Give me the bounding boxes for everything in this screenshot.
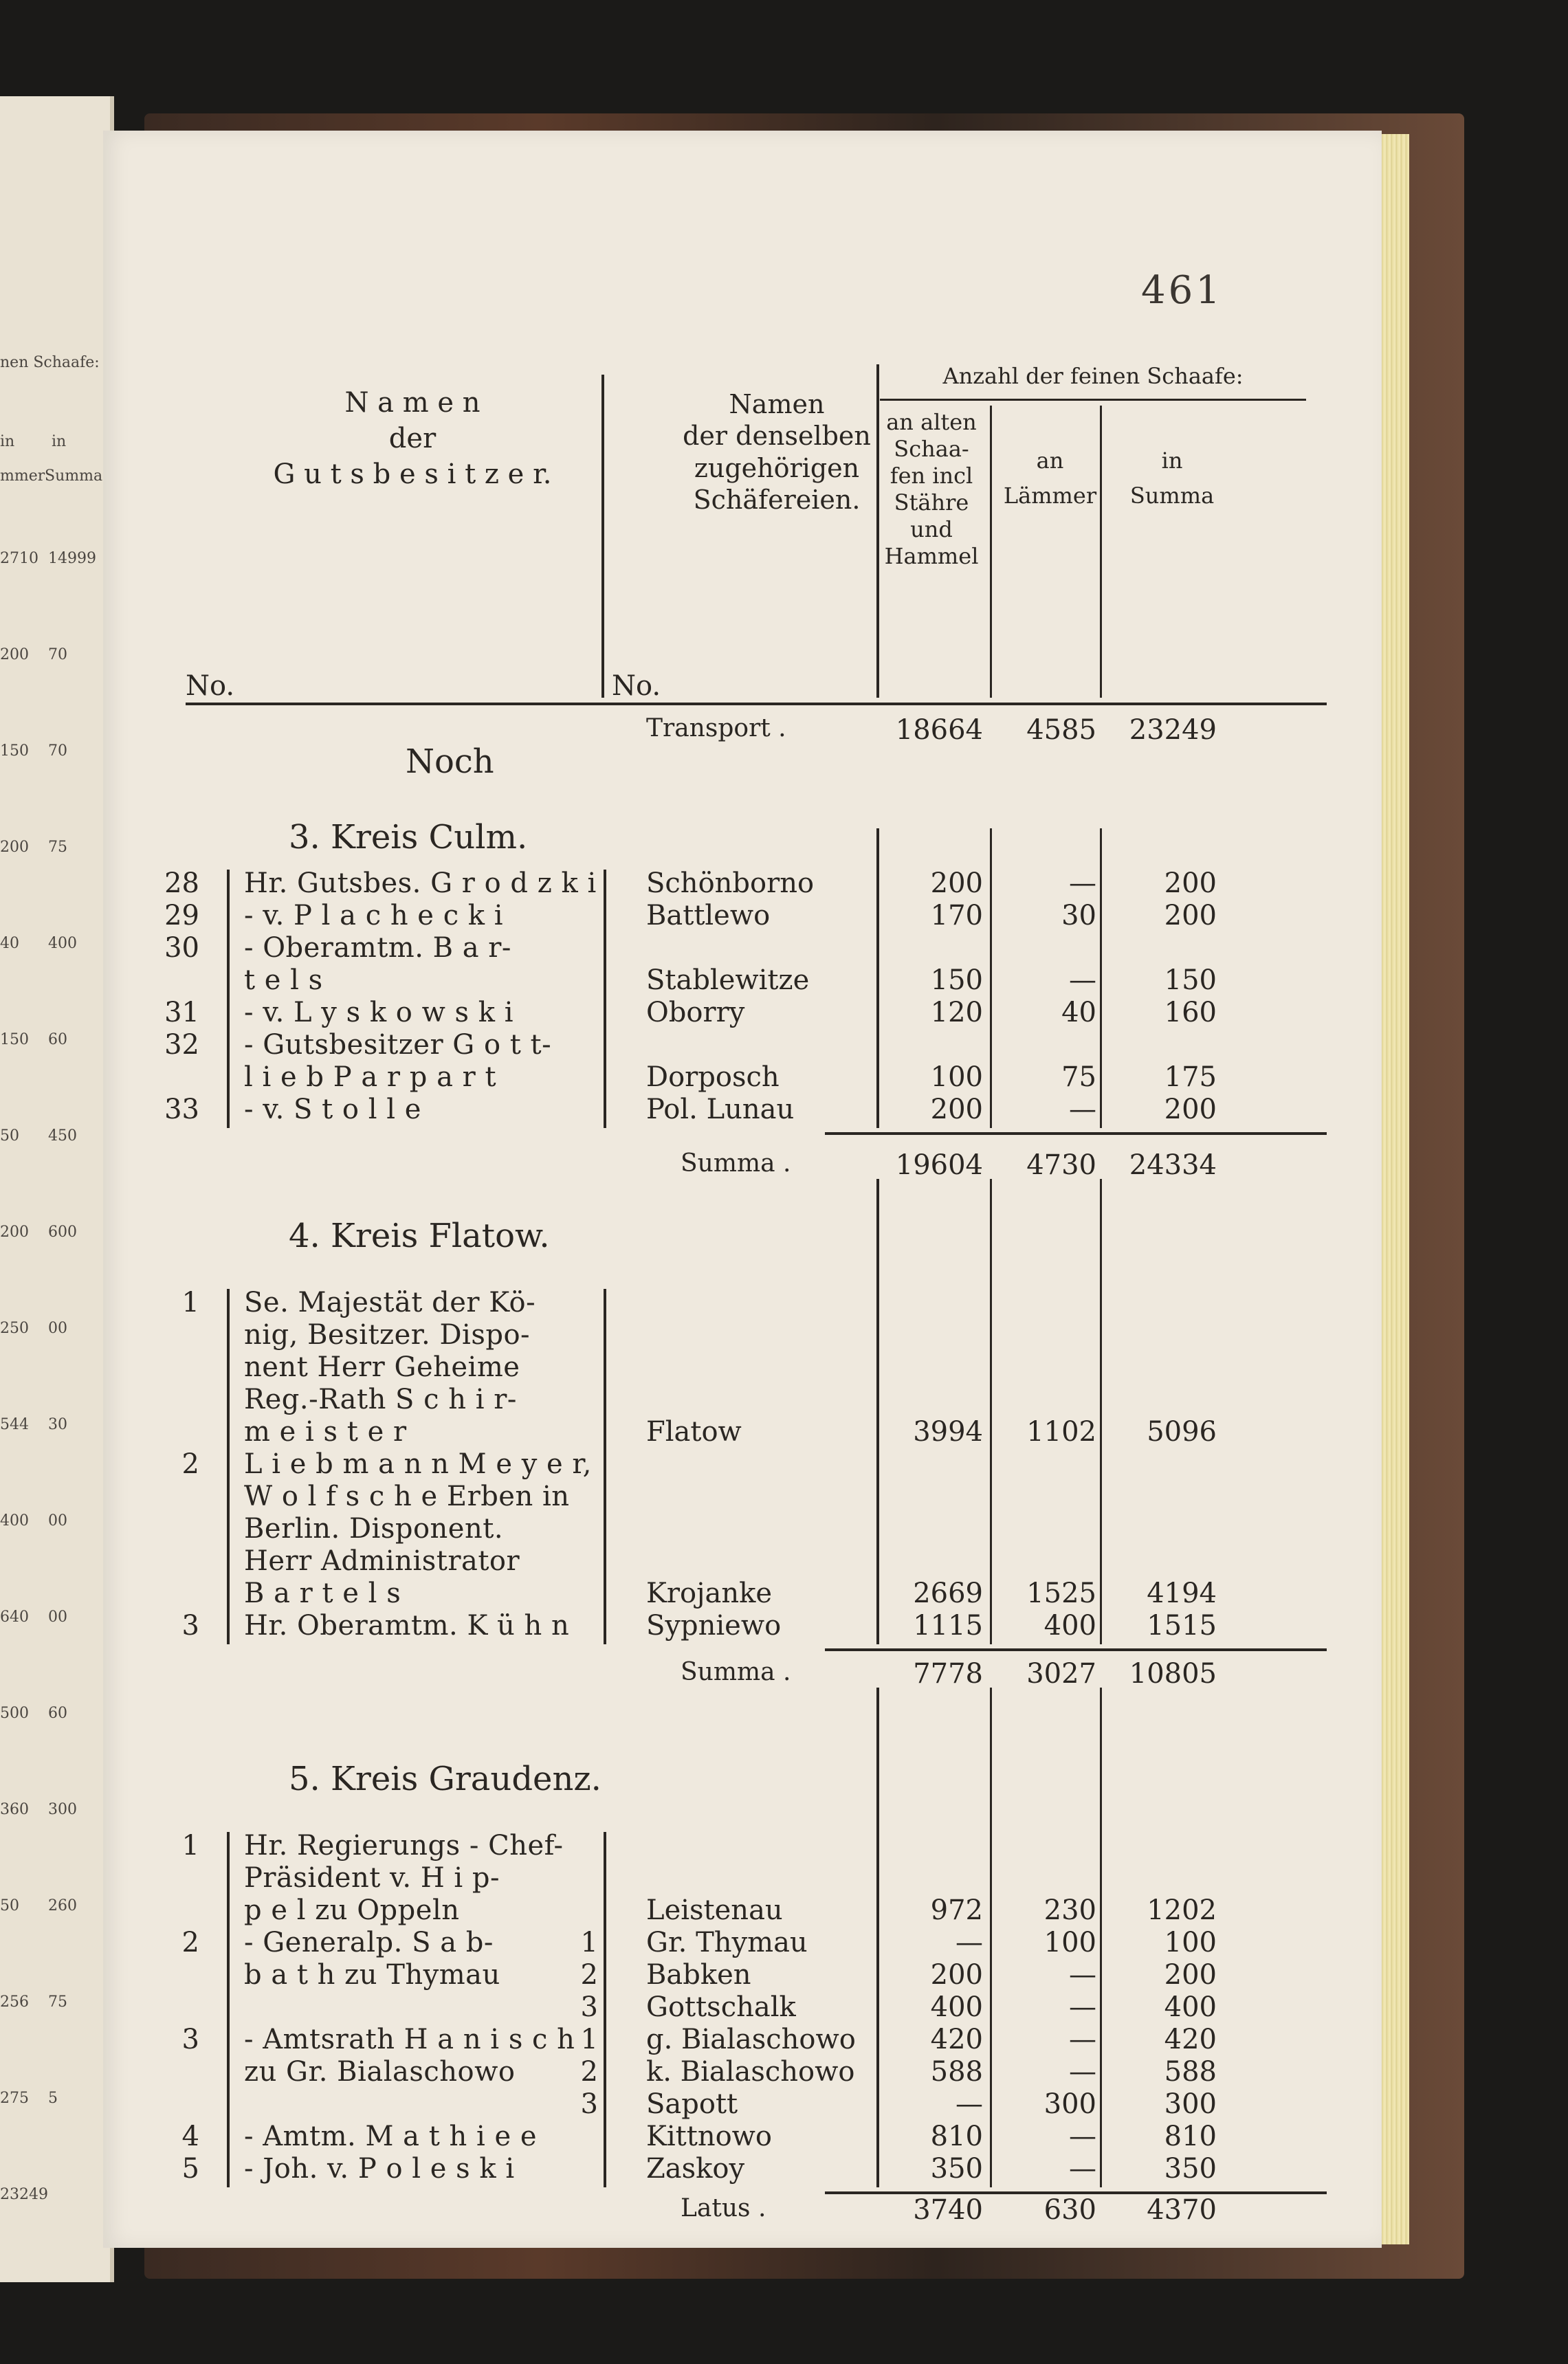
row-number: 31 [164,997,199,1028]
header-no-right: No. [612,670,661,702]
header-col-lambs [993,443,1107,513]
owner-vrule-left [227,870,230,1128]
summa-label: Summa . [681,1149,791,1178]
value-sum: 200 [1164,868,1217,899]
header-owner-col [268,385,557,492]
left-page-value: 75 [48,1993,67,2011]
header-hrule [880,399,1306,401]
left-page-value: 200 [0,839,29,856]
noch-label: Noch [406,742,494,781]
value-lambs: 100 [1044,1927,1096,1958]
left-page-value: 200 [0,1224,29,1241]
header-col-sum [1110,443,1234,513]
owner-vrule-right [604,870,606,1128]
header-farm-line: Schäfereien. [693,485,861,516]
value-sum: 1515 [1147,1610,1217,1642]
left-page-col2: in [52,433,67,450]
value-sum: 810 [1164,2121,1217,2152]
value-sum: 400 [1164,1991,1217,2023]
value-old: 400 [930,1991,983,2023]
farm-number: 3 [580,1991,598,2023]
owner-name: b a t h zu Thymau [244,1959,500,1991]
value-old: 150 [930,964,983,996]
value-old: 588 [930,2056,983,2088]
lambs-vrule [1100,1179,1102,1248]
value-lambs: 75 [1061,1061,1096,1093]
owner-name: - v. L y s k o w s k i [244,997,514,1028]
farm-number: 2 [580,2056,598,2088]
left-page-value: 200 [0,646,29,663]
old-vrule [990,1688,992,1791]
header-owner-line: N a m e n [344,387,481,419]
owner-name: p e l zu Oppeln [244,1894,460,1926]
farm-name: Stablewitze [646,964,810,996]
header-no-left: No. [186,670,235,702]
left-page-value: 640 [0,1609,29,1626]
row-number: 3 [181,1610,199,1642]
left-page-value: 150 [0,1031,29,1048]
farm-name: Pol. Lunau [646,1094,795,1125]
value-lambs: 30 [1061,900,1096,931]
farm-name: Dorposch [646,1061,780,1093]
sum-rule [825,1648,1327,1651]
farm-name: Babken [646,1959,751,1991]
farm-name: Sypniewo [646,1610,782,1642]
summa-sum: 10805 [1129,1658,1217,1690]
left-page-header: nen Schaafe: [0,354,100,371]
summa-old: 19604 [895,1149,983,1181]
summa-sum: 24334 [1129,1149,1217,1181]
header-owner-line: der [388,423,437,454]
owner-name: - Amtm. M a t h i e e [244,2121,538,2152]
owner-name: m e i s t e r [244,1416,407,1448]
value-lambs: 40 [1061,997,1096,1028]
owner-name: Se. Majestät der Kö- [244,1287,536,1318]
header-old-line: Stähre [894,489,969,516]
left-page-value: 500 [0,1705,29,1722]
left-page-value: 360 [0,1801,29,1818]
value-lambs: 300 [1044,2088,1096,2120]
header-vrule [990,406,992,698]
farm-number: 1 [580,2024,598,2055]
summa-lambs: 4730 [1026,1149,1096,1181]
left-page-value: 60 [48,1031,67,1048]
transport-label: Transport . [646,714,786,742]
value-sum: 1202 [1147,1894,1217,1926]
value-lambs: — [1069,2153,1096,2185]
header-farm-line: zugehörigen [694,452,860,483]
value-lambs: — [1069,1991,1096,2023]
left-page-value: 14999 [48,550,96,567]
header-old-line: an alten [886,409,977,435]
left-page-col1: in [0,433,15,450]
owner-name: - v. P l a c h e c k i [244,900,504,931]
value-sum: 200 [1164,1959,1217,1991]
left-page-col1b: mmer [0,467,45,485]
header-col-old [876,409,986,570]
farm-name: Sapott [646,2088,738,2120]
summa-label: Latus . [681,2194,766,2222]
left-page-value: 544 [0,1416,29,1433]
summa-old: 3740 [913,2194,983,2226]
value-old: 2669 [913,1578,983,1609]
left-page-value: 00 [48,1512,67,1529]
farm-number: 2 [580,1959,598,1991]
value-sum: 420 [1164,2024,1217,2055]
value-old: 100 [930,1061,983,1093]
left-page-col2b: Summa [45,467,103,485]
left-page-value: 70 [48,646,67,663]
left-page-value: 450 [48,1127,77,1145]
left-page-value: 250 [0,1320,29,1337]
value-old: — [956,1927,983,1958]
value-sum: 150 [1164,964,1217,996]
header-owner-line: G u t s b e s i t z e r. [273,459,552,490]
left-page-value: 70 [48,742,67,760]
header-sum-line: Summa [1129,483,1215,509]
owner-name: l i e b P a r p a r t [244,1061,497,1093]
owner-name: Reg.-Rath S c h i r- [244,1384,517,1415]
left-page-value: 400 [48,935,77,952]
farm-name: Schönborno [646,868,815,899]
header-farm-line: der denselben [683,421,871,452]
value-old: 200 [930,1094,983,1125]
farm-name: Zaskoy [646,2153,745,2185]
transport-lambs: 4585 [1026,714,1096,746]
farm-name: Leistenau [646,1894,783,1926]
farm-name: Battlewo [646,900,771,931]
value-sum: 300 [1164,2088,1217,2120]
value-sum: 4194 [1147,1578,1217,1609]
value-old: 972 [930,1894,983,1926]
old-vrule [990,1179,992,1248]
value-lambs: — [1069,1959,1096,1991]
row-number: 5 [181,2153,199,2185]
owner-name: B a r t e l s [244,1578,401,1609]
value-sum: 200 [1164,1094,1217,1125]
section-title: 3. Kreis Culm. [289,818,528,857]
farm-name: Flatow [646,1416,742,1448]
owner-name: W o l f s c h e Erben in [244,1481,570,1512]
transport-old: 18664 [895,714,983,746]
owner-name: Hr. Oberamtm. K ü h n [244,1610,570,1642]
page [103,131,1382,2248]
left-page-value: 00 [48,1609,67,1626]
farm-name: Oborry [646,997,745,1028]
header-lambs-line: an [1036,448,1064,474]
left-page-value: 275 [0,2090,29,2107]
value-lambs: — [1069,2121,1096,2152]
value-old: 170 [930,900,983,931]
left-page-value: 50 [0,1897,19,1914]
value-old: 420 [930,2024,983,2055]
value-sum: 100 [1164,1927,1217,1958]
farm-name: g. Bialaschowo [646,2024,856,2055]
row-number: 32 [164,1029,199,1061]
farm-name: Kittnowo [646,2121,772,2152]
owner-name: - Gutsbesitzer G o t t- [244,1029,552,1061]
value-old: 810 [930,2121,983,2152]
farm-name: Gottschalk [646,1991,796,2023]
value-lambs: — [1069,964,1096,996]
owner-vrule-right [604,1832,606,2187]
left-page-value: 260 [48,1897,77,1914]
header-farm-line: Namen [729,389,825,419]
value-lambs: — [1069,2056,1096,2088]
row-number: 29 [164,900,199,931]
value-old: 200 [930,1959,983,1991]
summa-lambs: 630 [1044,2194,1096,2226]
row-number: 2 [181,1927,199,1958]
value-old: 120 [930,997,983,1028]
summa-old: 7778 [913,1658,983,1690]
left-page-value: 600 [48,1224,77,1241]
owner-name: Berlin. Disponent. [244,1513,504,1545]
value-lambs: — [1069,868,1096,899]
value-lambs: 400 [1044,1610,1096,1642]
left-page-value: 2710 [0,550,38,567]
value-sum: 5096 [1147,1416,1217,1448]
value-old: — [956,2088,983,2120]
header-old-line: fen incl [890,463,973,489]
value-lambs: 1102 [1026,1416,1096,1448]
value-lambs: — [1069,1094,1096,1125]
value-sum: 588 [1164,2056,1217,2088]
row-number: 3 [181,2024,199,2055]
left-page-value: 60 [48,1705,67,1722]
value-lambs: 1525 [1026,1578,1096,1609]
owner-name: Herr Administrator [244,1545,520,1577]
row-number: 30 [164,932,199,964]
header-vrule [1100,406,1102,698]
row-number: 2 [181,1448,199,1480]
owner-name: Präsident v. H i p- [244,1862,500,1894]
value-old: 3994 [913,1416,983,1448]
left-page-value: 50 [0,1127,19,1145]
left-page-value: 75 [48,839,67,856]
value-sum: 200 [1164,900,1217,931]
header-old-line: und [910,516,953,543]
summa-lambs: 3027 [1026,1658,1096,1690]
owner-name: zu Gr. Bialaschowo [244,2056,516,2088]
owner-name: - v. S t o l l e [244,1094,421,1125]
owner-name: L i e b m a n n M e y e r, [244,1448,592,1480]
farm-number: 3 [580,2088,598,2120]
value-old: 200 [930,868,983,899]
owner-name: - Amtsrath H a n i s c h [244,2024,575,2055]
left-page-value: 00 [48,1320,67,1337]
owner-name: - Joh. v. P o l e s k i [244,2153,515,2185]
left-page-value: 400 [0,1512,29,1529]
owner-name: Hr. Gutsbes. G r o d z k i [244,868,597,899]
farm-vrule-right [876,1688,879,1791]
header-vrule [601,375,604,698]
left-page-value: 30 [48,1416,67,1433]
page-number: 461 [1141,268,1223,313]
row-number: 33 [164,1094,199,1125]
owner-name: Hr. Regierungs - Chef- [244,1830,564,1862]
left-page [0,96,114,2282]
owner-name: nig, Besitzer. Dispo- [244,1319,531,1351]
left-page-value: 5 [48,2090,58,2107]
value-old: 350 [930,2153,983,2185]
value-sum: 175 [1164,1061,1217,1093]
transport-sum: 23249 [1129,714,1217,746]
left-page-value: 150 [0,742,29,760]
owner-name: nent Herr Geheime [244,1351,520,1383]
left-page-value: 300 [48,1801,77,1818]
value-sum: 350 [1164,2153,1217,2185]
value-lambs: — [1069,2024,1096,2055]
owner-vrule-left [227,1289,230,1644]
section-title: 5. Kreis Graudenz. [289,1760,601,1798]
value-lambs: 230 [1044,1894,1096,1926]
owner-name: - Generalp. S a b- [244,1927,494,1958]
value-sum: 160 [1164,997,1217,1028]
header-lambs-line: Lämmer [1003,483,1097,509]
header-vrule [876,364,879,698]
farm-name: Krojanke [646,1578,773,1609]
header-old-line: Hammel [884,543,979,570]
row-number: 1 [181,1830,199,1862]
farm-vrule-right [876,1179,879,1248]
farm-name: k. Bialaschowo [646,2056,855,2088]
owner-vrule-left [227,1832,230,2187]
left-page-value: 40 [0,935,19,952]
farm-number: 1 [580,1927,598,1958]
farm-name: Gr. Thymau [646,1927,808,1958]
owner-vrule-right [604,1289,606,1644]
summa-sum: 4370 [1147,2194,1217,2226]
row-number: 28 [164,868,199,899]
lambs-vrule [1100,1688,1102,1791]
row-number: 4 [181,2121,199,2152]
header-sum-line: in [1161,448,1183,474]
left-page-value: 256 [0,1993,29,2011]
value-old: 1115 [913,1610,983,1642]
section-title: 4. Kreis Flatow. [289,1217,550,1255]
sum-rule [825,1132,1327,1135]
header-old-line: Schaa- [894,436,969,463]
header-count-title: Anzahl der feinen Schaafe: [942,363,1244,389]
summa-label: Summa . [681,1658,791,1686]
left-page-value: 23249 [0,2186,48,2203]
row-number: 1 [181,1287,199,1318]
header-bottom-rule [186,703,1327,705]
owner-name: - Oberamtm. B a r- [244,932,511,964]
owner-name: t e l s [244,964,323,996]
